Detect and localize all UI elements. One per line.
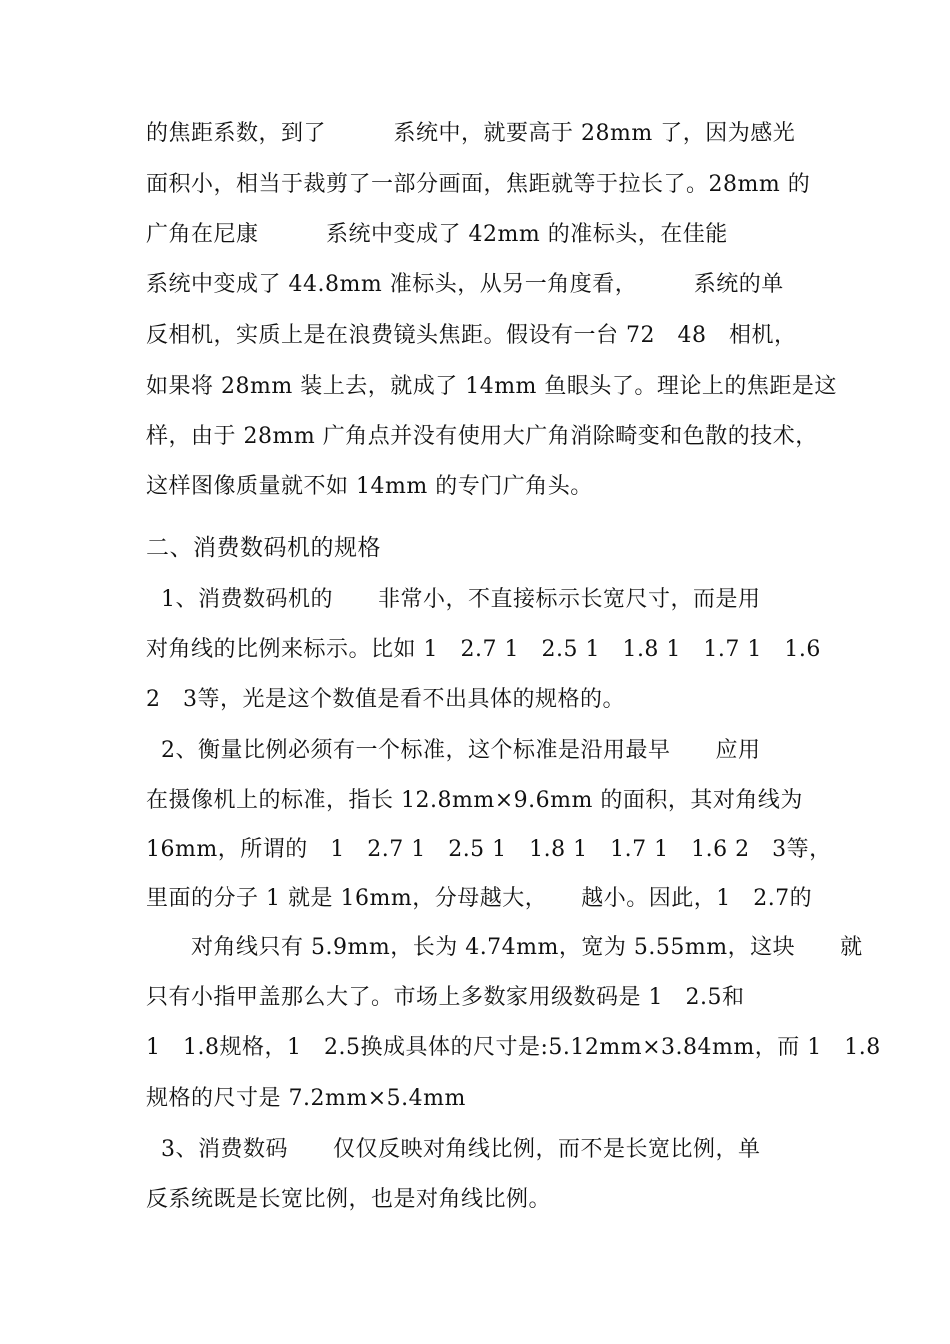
text-line: 1 1.8规格，1 2.5换成具体的尺寸是:5.12mm×3.84mm，而 1 1.8 — [146, 1035, 881, 1060]
text-line: 样，由于 28mm 广角点并没有使用大广角消除畸变和色散的技术， — [146, 424, 818, 449]
text-line: 这样图像质量就不如 14mm 的专门广角头。 — [146, 474, 593, 499]
text-line: 16mm，所谓的 1 2.7 1 2.5 1 1.8 1 1.7 1 1.6 2 3等， — [146, 837, 832, 862]
text-line: 反系统既是长宽比例，也是对角线比例。 — [146, 1187, 552, 1212]
text-line: 1、消费数码机的 非常小，不直接标示长宽尺寸，而是用 — [146, 587, 761, 612]
text-line: 只有小指甲盖那么大了。市场上多数家用级数码是 1 2.5和 — [146, 985, 745, 1010]
text-line: 如果将 28mm 装上去，就成了 14mm 鱼眼头了。理论上的焦距是这 — [146, 374, 837, 399]
text-line: 3、消费数码 仅仅反映对角线比例，而不是长宽比例，单 — [146, 1137, 761, 1162]
text-line: 规格的尺寸是 7.2mm×5.4mm — [146, 1086, 466, 1111]
text-line: 的焦距系数，到了 系统中，就要高于 28mm 了，因为感光 — [146, 121, 796, 146]
text-line: 2、衡量比例必须有一个标准，这个标准是沿用最早 应用 — [146, 738, 761, 763]
text-line: 面积小，相当于裁剪了一部分画面，焦距就等于拉长了。28mm 的 — [146, 172, 811, 197]
text-line: 对角线只有 5.9mm，长为 4.74mm，宽为 5.55mm，这块 就 — [146, 935, 863, 960]
text-line: 在摄像机上的标准，指长 12.8mm×9.6mm 的面积，其对角线为 — [146, 788, 803, 813]
text-line: 里面的分子 1 就是 16mm，分母越大， 越小。因此，1 2.7的 — [146, 886, 813, 911]
text-line: 反相机，实质上是在浪费镜头焦距。假设有一台 72 48 相机， — [146, 323, 797, 348]
section-heading: 二、消费数码机的规格 — [146, 535, 381, 561]
text-line: 对角线的比例来标示。比如 1 2.7 1 2.5 1 1.8 1 1.7 1 1.6 — [146, 637, 821, 662]
text-line: 2 3等，光是这个数值是看不出具体的规格的。 — [146, 687, 625, 712]
text-line: 系统中变成了 44.8mm 准标头，从另一角度看， 系统的单 — [146, 272, 784, 297]
text-line: 广角在尼康 系统中变成了 42mm 的准标头，在佳能 — [146, 222, 728, 247]
